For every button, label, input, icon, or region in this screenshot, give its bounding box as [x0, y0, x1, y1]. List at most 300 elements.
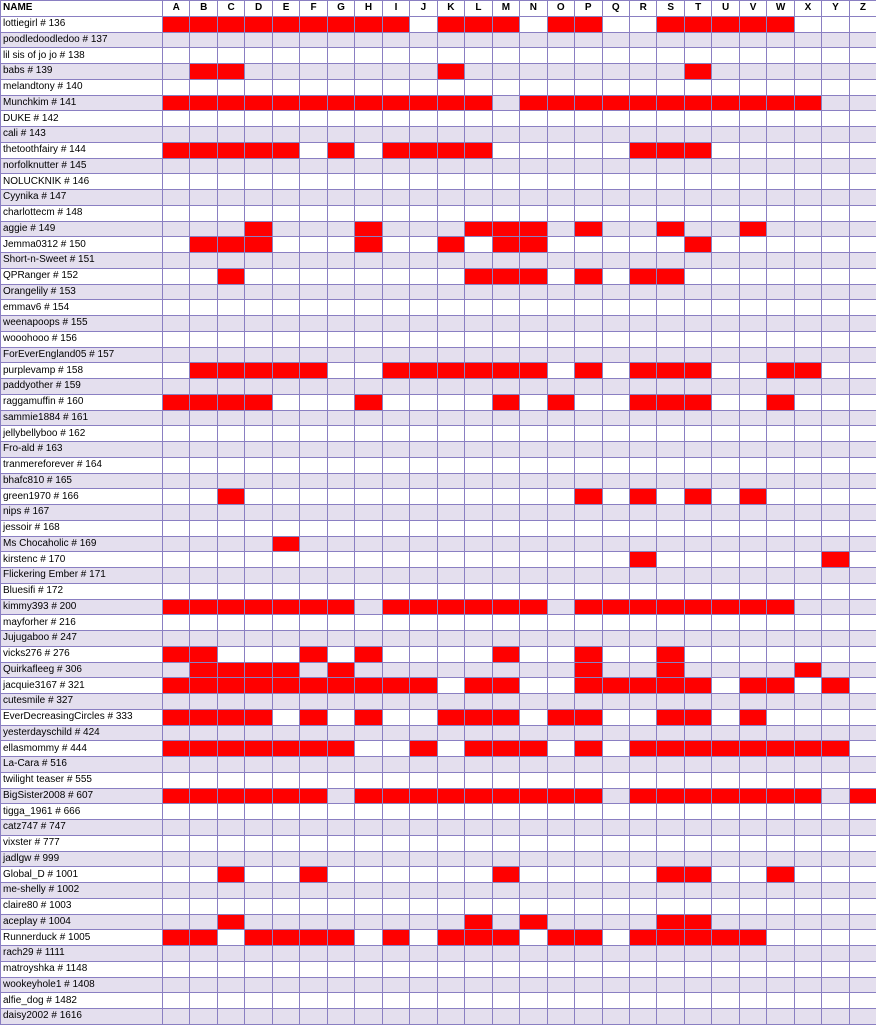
letter-cell	[437, 961, 464, 977]
letter-cell	[794, 946, 821, 962]
table-row	[1, 583, 876, 599]
letter-cell	[794, 142, 821, 158]
letter-cell	[382, 331, 409, 347]
letter-cell	[163, 631, 190, 647]
letter-cell	[547, 804, 574, 820]
letter-cell	[190, 331, 217, 347]
table-row	[1, 32, 876, 48]
letter-cell	[547, 505, 574, 521]
letter-cell	[190, 505, 217, 521]
letter-cell	[739, 725, 766, 741]
letter-cell	[602, 552, 629, 568]
letter-cell	[300, 300, 327, 316]
letter-cell	[602, 16, 629, 32]
letter-cell	[410, 662, 437, 678]
letter-cell	[492, 111, 519, 127]
letter-cell	[575, 820, 602, 836]
letter-cell	[822, 883, 849, 899]
letter-cell	[327, 1009, 354, 1025]
table-row	[1, 268, 876, 284]
letter-cell	[712, 646, 739, 662]
letter-cell	[465, 79, 492, 95]
letter-cell	[410, 520, 437, 536]
letter-cell	[629, 190, 656, 206]
letter-cell	[547, 95, 574, 111]
letter-cell	[492, 599, 519, 615]
letter-cell	[684, 253, 711, 269]
letter-cell	[794, 174, 821, 190]
letter-cell	[657, 457, 684, 473]
letter-cell	[492, 536, 519, 552]
letter-cell	[767, 111, 794, 127]
letter-cell	[657, 646, 684, 662]
letter-cell	[767, 709, 794, 725]
letter-cell	[739, 772, 766, 788]
letter-cell	[575, 363, 602, 379]
letter-cell	[575, 536, 602, 552]
letter-cell	[272, 16, 299, 32]
letter-cell	[410, 331, 437, 347]
letter-cell	[575, 174, 602, 190]
letter-cell	[629, 631, 656, 647]
letter-cell	[492, 190, 519, 206]
letter-cell	[520, 788, 547, 804]
letter-cell	[190, 804, 217, 820]
letter-cell	[217, 316, 244, 332]
letter-cell	[163, 457, 190, 473]
letter-cell	[822, 505, 849, 521]
letter-cell	[190, 741, 217, 757]
letter-cell	[794, 158, 821, 174]
letter-cell	[465, 788, 492, 804]
letter-cell	[272, 725, 299, 741]
letter-cell	[217, 883, 244, 899]
letter-cell	[190, 772, 217, 788]
member-name-cell: NOLUCKNIK # 146	[1, 174, 163, 190]
table-row	[1, 946, 876, 962]
letter-cell	[355, 426, 382, 442]
letter-cell	[465, 568, 492, 584]
letter-cell	[547, 426, 574, 442]
letter-cell	[190, 930, 217, 946]
letter-cell	[657, 741, 684, 757]
letter-cell	[575, 741, 602, 757]
letter-cell	[602, 363, 629, 379]
letter-cell	[657, 174, 684, 190]
letter-cell	[822, 694, 849, 710]
letter-cell	[794, 678, 821, 694]
letter-cell	[245, 772, 272, 788]
letter-cell	[190, 568, 217, 584]
letter-cell	[410, 552, 437, 568]
letter-cell	[849, 237, 876, 253]
letter-cell	[327, 694, 354, 710]
letter-cell	[217, 221, 244, 237]
letter-cell	[272, 694, 299, 710]
letter-cell	[217, 725, 244, 741]
letter-cell	[217, 489, 244, 505]
letter-cell	[684, 190, 711, 206]
letter-cell	[217, 741, 244, 757]
letter-cell	[410, 457, 437, 473]
letter-cell	[712, 253, 739, 269]
letter-cell	[822, 95, 849, 111]
letter-cell	[712, 725, 739, 741]
letter-cell	[217, 757, 244, 773]
letter-cell	[520, 48, 547, 64]
table-row	[1, 205, 876, 221]
letter-cell	[382, 772, 409, 788]
letter-cell	[547, 284, 574, 300]
letter-cell	[657, 615, 684, 631]
letter-cell	[492, 1009, 519, 1025]
letter-cell	[684, 583, 711, 599]
letter-cell	[520, 552, 547, 568]
letter-cell	[712, 410, 739, 426]
letter-cell	[163, 331, 190, 347]
letter-cell	[355, 898, 382, 914]
letter-column-header: U	[712, 1, 739, 17]
letter-cell	[712, 221, 739, 237]
letter-cell	[272, 48, 299, 64]
letter-cell	[410, 820, 437, 836]
letter-cell	[190, 457, 217, 473]
letter-cell	[245, 284, 272, 300]
letter-cell	[712, 631, 739, 647]
letter-cell	[410, 898, 437, 914]
letter-cell	[520, 331, 547, 347]
letter-cell	[684, 379, 711, 395]
letter-cell	[272, 158, 299, 174]
letter-cell	[739, 426, 766, 442]
letter-cell	[272, 583, 299, 599]
letter-cell	[327, 646, 354, 662]
letter-cell	[712, 32, 739, 48]
letter-cell	[437, 237, 464, 253]
letter-cell	[465, 142, 492, 158]
table-row	[1, 883, 876, 899]
letter-cell	[712, 268, 739, 284]
letter-column-header: G	[327, 1, 354, 17]
letter-cell	[300, 568, 327, 584]
letter-cell	[629, 662, 656, 678]
letter-cell	[794, 32, 821, 48]
letter-cell	[410, 725, 437, 741]
letter-cell	[575, 757, 602, 773]
letter-cell	[822, 757, 849, 773]
letter-cell	[492, 851, 519, 867]
letter-cell	[794, 457, 821, 473]
letter-cell	[355, 300, 382, 316]
letter-cell	[520, 946, 547, 962]
letter-cell	[520, 772, 547, 788]
letter-cell	[300, 48, 327, 64]
letter-cell	[327, 662, 354, 678]
letter-cell	[492, 615, 519, 631]
letter-cell	[272, 142, 299, 158]
letter-cell	[520, 473, 547, 489]
letter-cell	[547, 898, 574, 914]
member-name-cell: Jujugaboo # 247	[1, 631, 163, 647]
letter-cell	[327, 961, 354, 977]
letter-cell	[657, 520, 684, 536]
letter-cell	[190, 883, 217, 899]
letter-cell	[629, 505, 656, 521]
letter-cell	[410, 237, 437, 253]
letter-cell	[190, 316, 217, 332]
letter-cell	[575, 316, 602, 332]
letter-cell	[684, 568, 711, 584]
letter-cell	[575, 898, 602, 914]
letter-cell	[382, 977, 409, 993]
letter-cell	[327, 741, 354, 757]
letter-cell	[382, 205, 409, 221]
letter-cell	[520, 914, 547, 930]
letter-cell	[190, 867, 217, 883]
letter-column-header: R	[629, 1, 656, 17]
letter-cell	[822, 741, 849, 757]
letter-cell	[712, 678, 739, 694]
letter-cell	[217, 111, 244, 127]
letter-cell	[437, 646, 464, 662]
table-row	[1, 505, 876, 521]
letter-cell	[794, 741, 821, 757]
letter-cell	[163, 489, 190, 505]
letter-cell	[767, 95, 794, 111]
letter-cell	[684, 788, 711, 804]
letter-cell	[712, 820, 739, 836]
letter-cell	[300, 426, 327, 442]
letter-cell	[684, 946, 711, 962]
letter-cell	[410, 32, 437, 48]
letter-cell	[300, 883, 327, 899]
letter-cell	[382, 961, 409, 977]
letter-cell	[712, 347, 739, 363]
letter-cell	[355, 709, 382, 725]
letter-cell	[492, 316, 519, 332]
letter-cell	[794, 851, 821, 867]
letter-cell	[437, 64, 464, 80]
letter-cell	[437, 221, 464, 237]
letter-cell	[355, 946, 382, 962]
letter-cell	[327, 757, 354, 773]
letter-cell	[217, 379, 244, 395]
letter-cell	[327, 835, 354, 851]
letter-cell	[190, 442, 217, 458]
letter-cell	[520, 237, 547, 253]
letter-cell	[520, 316, 547, 332]
letter-cell	[712, 914, 739, 930]
letter-cell	[492, 394, 519, 410]
table-row	[1, 347, 876, 363]
letter-cell	[684, 426, 711, 442]
letter-cell	[767, 426, 794, 442]
letter-cell	[465, 520, 492, 536]
letter-cell	[767, 237, 794, 253]
letter-cell	[327, 930, 354, 946]
letter-cell	[190, 678, 217, 694]
letter-cell	[437, 410, 464, 426]
letter-cell	[492, 300, 519, 316]
letter-cell	[217, 505, 244, 521]
letter-cell	[739, 883, 766, 899]
table-row	[1, 851, 876, 867]
letter-cell	[355, 363, 382, 379]
letter-cell	[657, 536, 684, 552]
letter-cell	[547, 174, 574, 190]
letter-cell	[849, 725, 876, 741]
letter-cell	[410, 426, 437, 442]
letter-cell	[437, 520, 464, 536]
letter-cell	[684, 914, 711, 930]
letter-cell	[382, 221, 409, 237]
letter-cell	[410, 946, 437, 962]
letter-cell	[657, 237, 684, 253]
letter-cell	[794, 804, 821, 820]
letter-cell	[355, 536, 382, 552]
letter-cell	[272, 316, 299, 332]
letter-cell	[520, 253, 547, 269]
letter-cell	[355, 662, 382, 678]
letter-cell	[520, 536, 547, 552]
letter-cell	[492, 804, 519, 820]
letter-cell	[794, 977, 821, 993]
letter-cell	[327, 804, 354, 820]
letter-cell	[684, 394, 711, 410]
letter-cell	[190, 615, 217, 631]
letter-cell	[767, 867, 794, 883]
letter-cell	[794, 79, 821, 95]
letter-cell	[547, 363, 574, 379]
letter-cell	[327, 363, 354, 379]
letter-cell	[822, 583, 849, 599]
letter-cell	[492, 678, 519, 694]
letter-cell	[629, 867, 656, 883]
letter-cell	[520, 394, 547, 410]
letter-cell	[684, 95, 711, 111]
letter-cell	[465, 253, 492, 269]
letter-cell	[355, 394, 382, 410]
letter-cell	[245, 347, 272, 363]
letter-cell	[355, 694, 382, 710]
letter-cell	[520, 64, 547, 80]
letter-cell	[712, 741, 739, 757]
letter-cell	[547, 820, 574, 836]
letter-cell	[822, 32, 849, 48]
letter-cell	[163, 16, 190, 32]
letter-cell	[272, 363, 299, 379]
letter-cell	[520, 457, 547, 473]
table-row	[1, 253, 876, 269]
letter-cell	[355, 158, 382, 174]
letter-cell	[492, 631, 519, 647]
letter-cell	[849, 190, 876, 206]
member-name-cell: aggie # 149	[1, 221, 163, 237]
letter-cell	[712, 930, 739, 946]
letter-cell	[437, 914, 464, 930]
letter-cell	[602, 757, 629, 773]
letter-cell	[272, 867, 299, 883]
table-row	[1, 363, 876, 379]
letter-cell	[547, 268, 574, 284]
letter-cell	[327, 237, 354, 253]
letter-cell	[794, 505, 821, 521]
letter-cell	[822, 788, 849, 804]
letter-cell	[794, 599, 821, 615]
letter-cell	[465, 221, 492, 237]
letter-cell	[437, 48, 464, 64]
letter-cell	[190, 914, 217, 930]
letter-cell	[465, 174, 492, 190]
letter-cell	[300, 127, 327, 143]
letter-cell	[327, 867, 354, 883]
letter-cell	[217, 363, 244, 379]
letter-cell	[712, 977, 739, 993]
letter-cell	[822, 300, 849, 316]
header-row	[1, 1, 876, 17]
letter-cell	[300, 331, 327, 347]
letter-cell	[822, 347, 849, 363]
letter-cell	[465, 883, 492, 899]
letter-cell	[739, 662, 766, 678]
letter-cell	[822, 898, 849, 914]
letter-cell	[575, 111, 602, 127]
letter-cell	[190, 410, 217, 426]
letter-cell	[712, 898, 739, 914]
letter-cell	[245, 442, 272, 458]
letter-cell	[272, 79, 299, 95]
letter-cell	[547, 237, 574, 253]
letter-cell	[217, 158, 244, 174]
letter-cell	[712, 772, 739, 788]
letter-cell	[520, 583, 547, 599]
letter-column-header: D	[245, 1, 272, 17]
letter-cell	[849, 95, 876, 111]
letter-cell	[712, 835, 739, 851]
letter-cell	[327, 851, 354, 867]
letter-cell	[575, 1009, 602, 1025]
letter-cell	[300, 347, 327, 363]
letter-cell	[520, 757, 547, 773]
letter-cell	[547, 583, 574, 599]
letter-cell	[217, 662, 244, 678]
letter-cell	[382, 631, 409, 647]
letter-cell	[163, 883, 190, 899]
letter-cell	[794, 835, 821, 851]
letter-cell	[712, 442, 739, 458]
letter-cell	[217, 867, 244, 883]
letter-cell	[245, 804, 272, 820]
letter-cell	[217, 205, 244, 221]
letter-cell	[739, 757, 766, 773]
letter-cell	[684, 363, 711, 379]
letter-cell	[245, 221, 272, 237]
letter-cell	[492, 363, 519, 379]
letter-cell	[602, 520, 629, 536]
letter-cell	[300, 694, 327, 710]
letter-cell	[190, 32, 217, 48]
letter-cell	[410, 804, 437, 820]
letter-cell	[272, 442, 299, 458]
letter-cell	[410, 95, 437, 111]
letter-cell	[602, 316, 629, 332]
letter-cell	[217, 709, 244, 725]
letter-cell	[492, 583, 519, 599]
letter-cell	[547, 473, 574, 489]
letter-cell	[712, 111, 739, 127]
letter-cell	[822, 520, 849, 536]
letter-cell	[767, 32, 794, 48]
